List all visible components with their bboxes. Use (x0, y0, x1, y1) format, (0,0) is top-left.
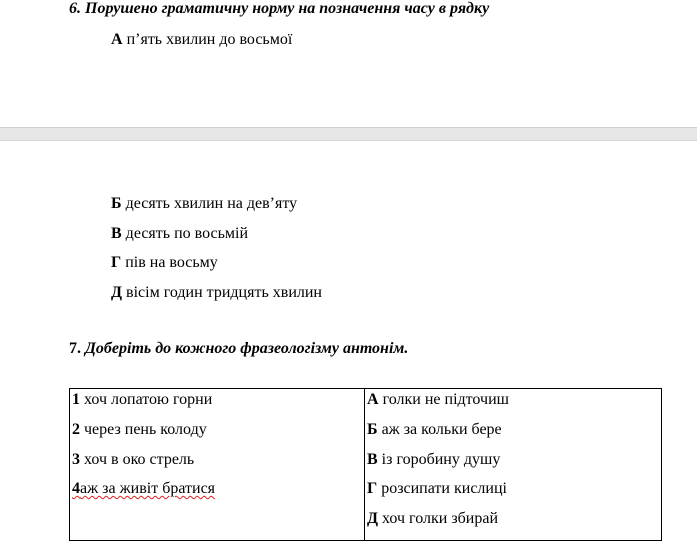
item-number: 2 (72, 421, 80, 438)
page-top (0, 0, 697, 127)
option-letter: В (111, 225, 122, 242)
item-letter: Б (367, 421, 378, 438)
question-7-number: 7. (69, 340, 81, 357)
item-text: із горобину душу (377, 451, 501, 468)
item-text: хоч в око стрель (80, 451, 195, 468)
item-text: хоч голки збирай (378, 510, 498, 527)
q6-option-a (111, 31, 292, 49)
item-letter: А (367, 391, 379, 408)
option-letter: Д (111, 284, 123, 301)
phrase-item-2 (72, 421, 207, 439)
phrase-item-4 (72, 480, 215, 498)
q6-option-e (111, 284, 322, 302)
antonym-item-a (367, 391, 509, 409)
antonym-item-b (367, 421, 502, 439)
item-number: 1 (72, 391, 80, 408)
question-7-title (69, 340, 408, 358)
antonym-item-c (367, 451, 500, 469)
q6-option-c (111, 225, 248, 243)
phrase-item-3 (72, 451, 194, 469)
question-6-text: Порушено граматичну норму на позначення часу в рядку (85, 0, 490, 17)
q6-option-d (111, 254, 218, 272)
option-text: пів на восьму (121, 254, 218, 271)
page-break-gap (0, 127, 697, 141)
item-letter: Г (367, 480, 378, 497)
option-letter: А (111, 31, 123, 48)
option-text: п’ять хвилин до восьмої (122, 31, 293, 48)
phrase-item-1 (72, 391, 212, 409)
item-text: аж за кольки бере (377, 421, 502, 438)
item-number: 3 (72, 451, 80, 468)
item-letter: В (367, 451, 378, 468)
antonym-item-d (367, 480, 507, 498)
item-text: через пень колоду (80, 421, 207, 438)
item-letter: Д (367, 510, 379, 527)
phraseology-column (70, 389, 365, 541)
question-6-title (69, 0, 489, 18)
question-7-text: Доберіть до кожного фразеологізму антонім. (81, 340, 409, 357)
option-letter: Г (111, 254, 122, 271)
antonym-column (365, 389, 662, 541)
q6-option-b (111, 195, 297, 213)
option-letter: Б (111, 195, 122, 212)
item-number: 4 (72, 480, 80, 497)
antonym-item-e (367, 510, 498, 528)
option-text: десять по восьмій (121, 225, 248, 242)
option-text: вісім годин тридцять хвилин (122, 284, 322, 301)
question-6-number: 6. (69, 0, 81, 17)
item-text: розсипати кислиці (377, 480, 507, 497)
matching-table (69, 388, 662, 541)
item-text: голки не підточиш (378, 391, 509, 408)
item-text: аж за живіт братися (80, 480, 216, 497)
option-text: десять хвилин на дев’яту (121, 195, 298, 212)
item-text: хоч лопатою горни (80, 391, 213, 408)
